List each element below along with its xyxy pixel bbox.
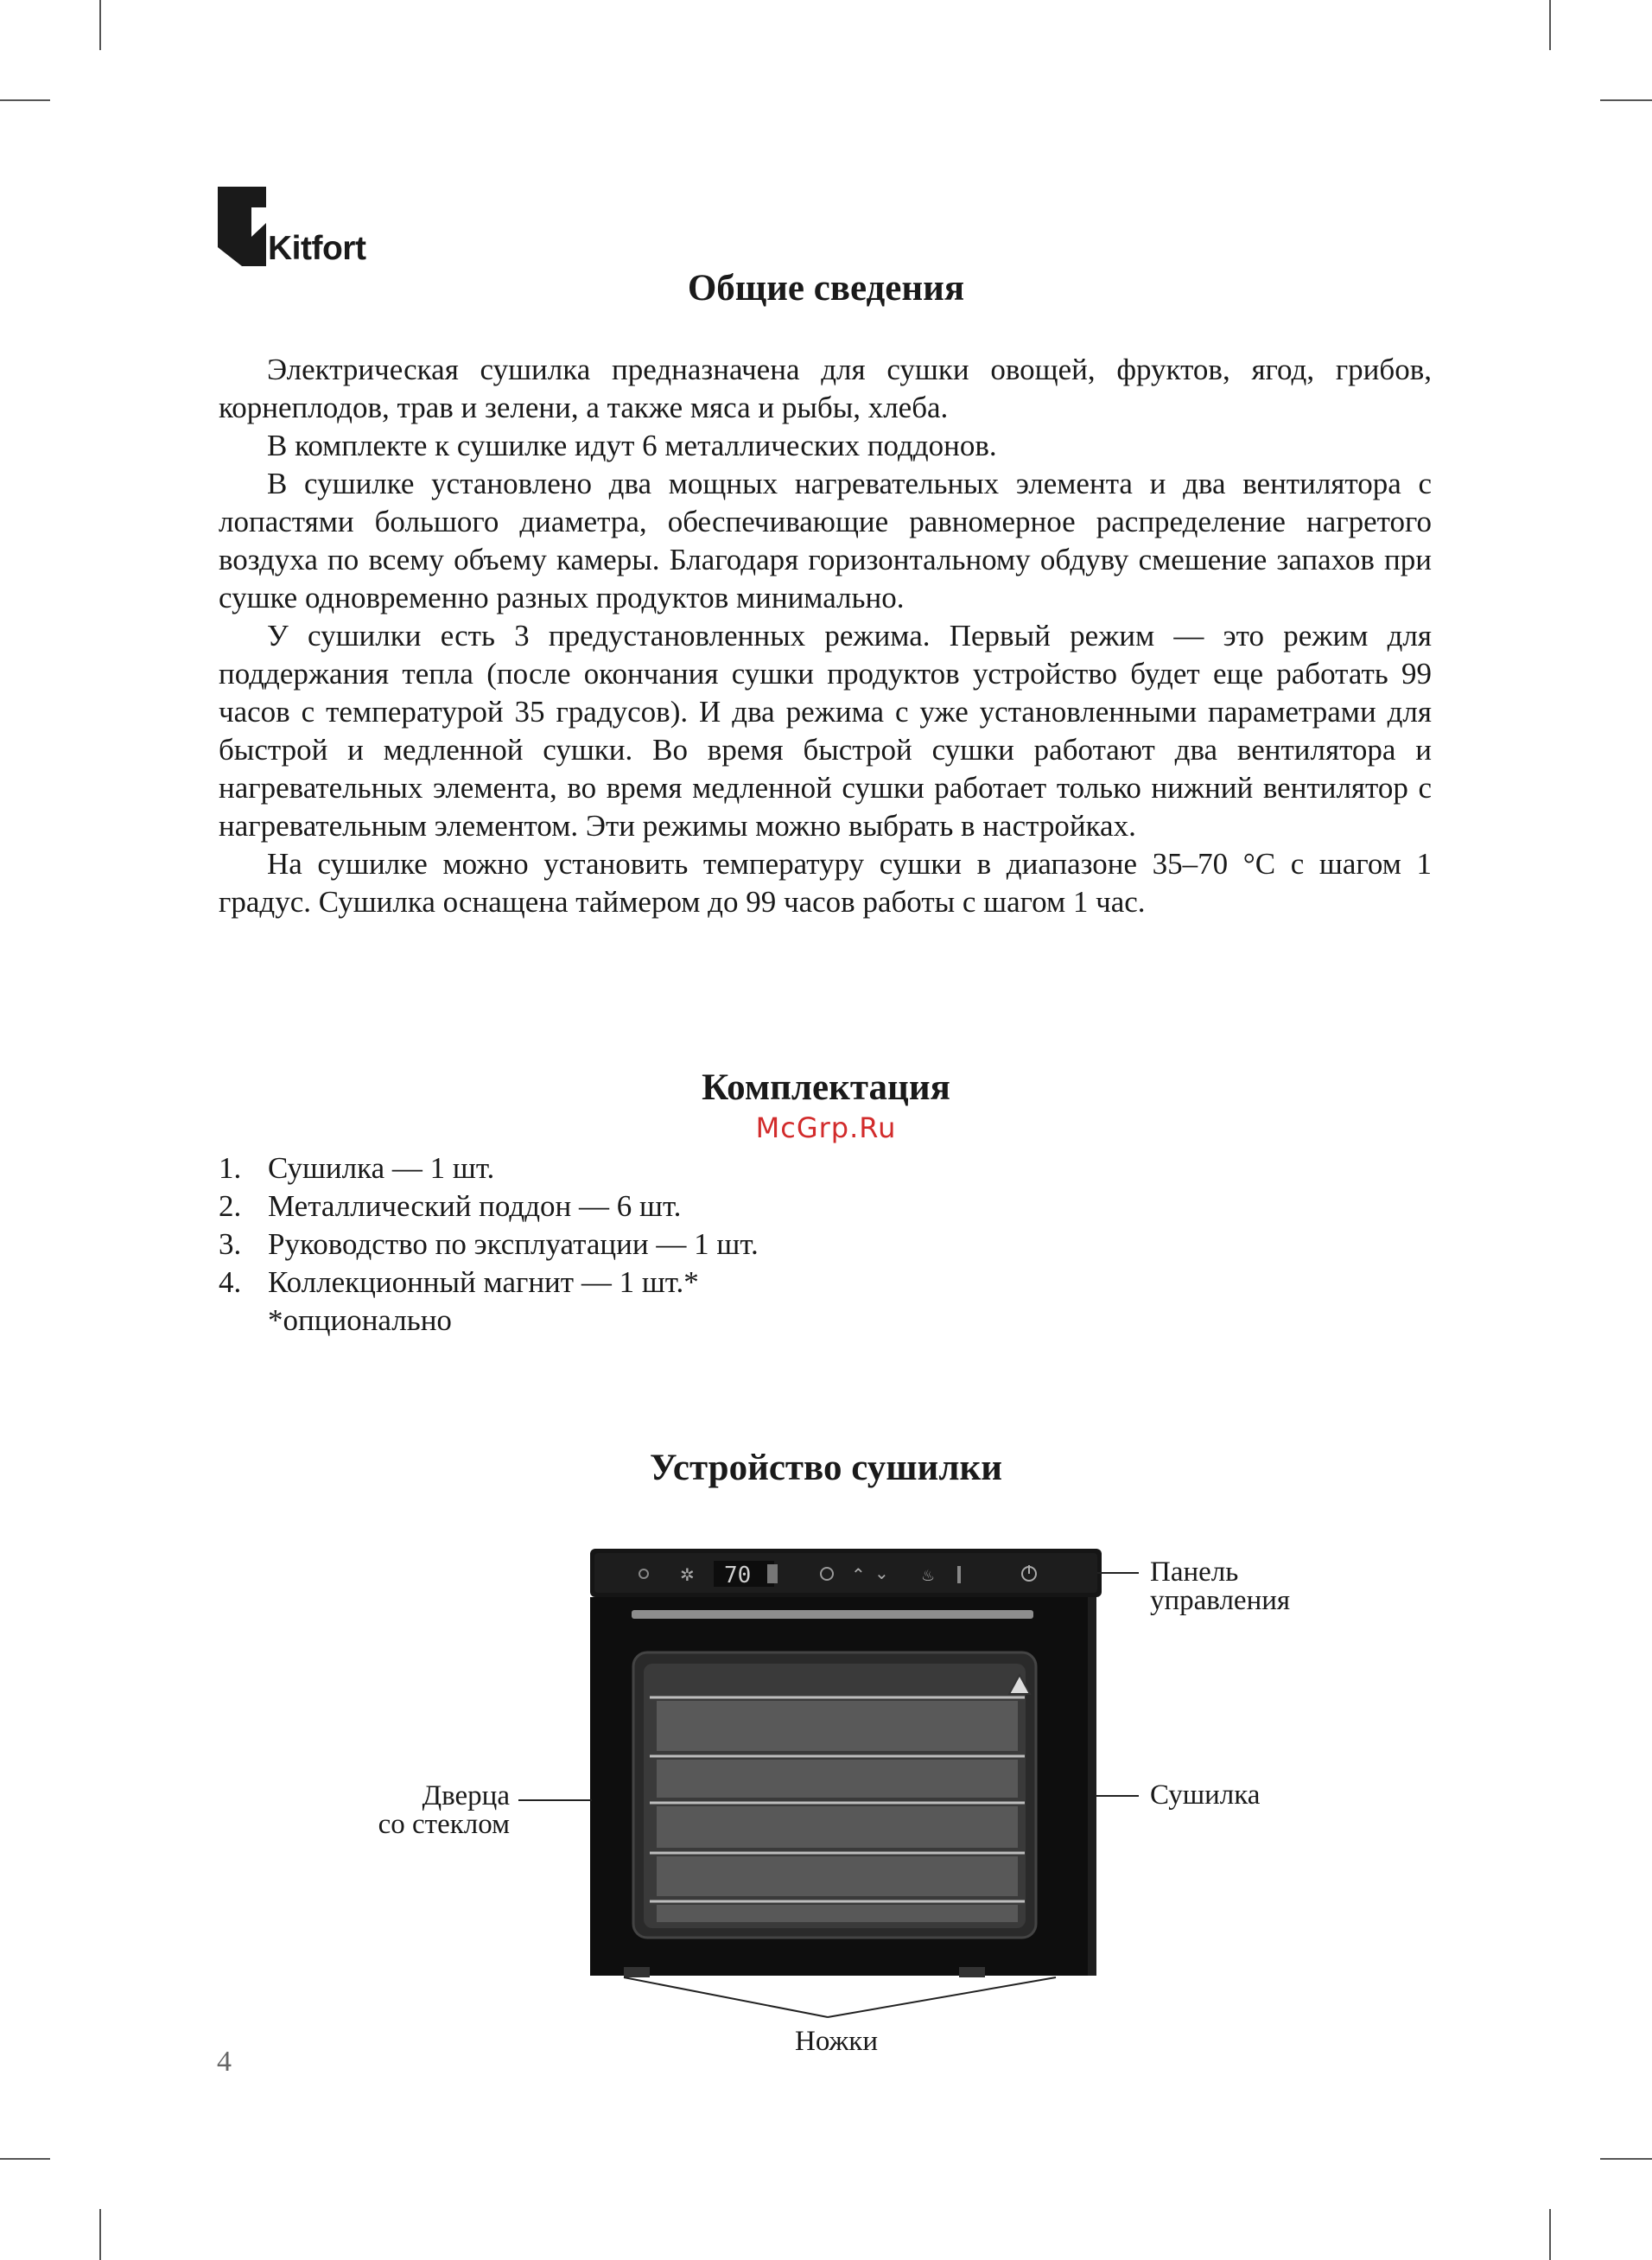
section-title-device: Устройство сушилки (650, 1448, 1002, 1488)
label-control-panel (1150, 1558, 1290, 1615)
label-line: Панель (1150, 1557, 1239, 1588)
paragraph: В комплекте к сушилке идут 6 металлических поддонов. (267, 429, 997, 462)
fan-icon: ✲ (680, 1564, 695, 1585)
list-note: *опционально (268, 1303, 452, 1337)
list-text: Металлический поддон — 6 шт. (268, 1189, 682, 1223)
door-handle (632, 1610, 1033, 1619)
paragraph: На сушилке можно установить температуру сушки в диапазоне 35–70 °С с шагом 1 градус. Сушилка оснащена таймером до 99 часов работы с шагом 1 час. (219, 847, 1432, 919)
paragraph: В сушилке установлено два мощных нагревательных элемента и два вентилятора с лопастями большого диаметра, обеспечивающие равномерное распределение нагретого воздуха по всему объему камеры. Благодаря горизонтальному обдуву смешение запахов при сушке одновременно разных продуктов минимально. (219, 467, 1432, 614)
foot-right (959, 1967, 985, 1977)
callout-line (624, 1977, 828, 2017)
list-number: 1. (219, 1151, 242, 1185)
label-line: со стеклом (378, 1809, 510, 1840)
arrow-down-icon: ⌄ (874, 1563, 889, 1583)
temp-icon: ♨ (921, 1567, 936, 1585)
list-number: 3. (219, 1227, 242, 1261)
foot-left (624, 1967, 650, 1977)
section-title-general: Общие сведения (687, 268, 965, 309)
label-legs: Ножки (795, 2026, 879, 2057)
list-text: Коллекционный магнит — 1 шт.* (268, 1265, 699, 1299)
section-title-contents: Комплектация (702, 1067, 950, 1108)
list-text: Руководство по эксплуатации — 1 шт. (268, 1227, 759, 1261)
arrow-up-icon: ⌃ (851, 1564, 866, 1585)
page-number: 4 (217, 2046, 232, 2078)
callout-line (828, 1977, 1056, 2017)
temperature-display: 70 (724, 1563, 752, 1588)
paragraph: Электрическая сушилка предназначена для сушки овощей, фруктов, ягод, грибов, корнеплодов, трав и зелени, а также мяса и рыбы, хлеба. (219, 353, 1432, 424)
label-line: управления (1150, 1585, 1291, 1616)
list-number: 2. (219, 1189, 242, 1223)
label-door (346, 1782, 510, 1839)
label-line: Дверца (422, 1780, 510, 1811)
watermark: McGrp.Ru (755, 1111, 897, 1144)
paragraph: У сушилки есть 3 предустановленных режима. Первый режим — это режим для поддержания тепла (после окончания сушки продуктов устройство будет еще работать 99 часов с температурой 35 градусов). И два режима с уже установленными параметрами для быстрой и медленной сушки. Во время быстрой сушки работают два вентилятора и нагревательных элемента, во время медленной сушки работает только нижний вентилятор с нагревательным элементом. Эти режимы можно выбрать в настройках. (219, 619, 1432, 843)
list-text: Сушилка — 1 шт. (268, 1151, 495, 1185)
label-dryer: Сушилка (1150, 1779, 1261, 1811)
tray-mesh (657, 1701, 1018, 1922)
brand-logo-text: Kitfort (268, 230, 366, 267)
list-number: 4. (219, 1265, 242, 1299)
